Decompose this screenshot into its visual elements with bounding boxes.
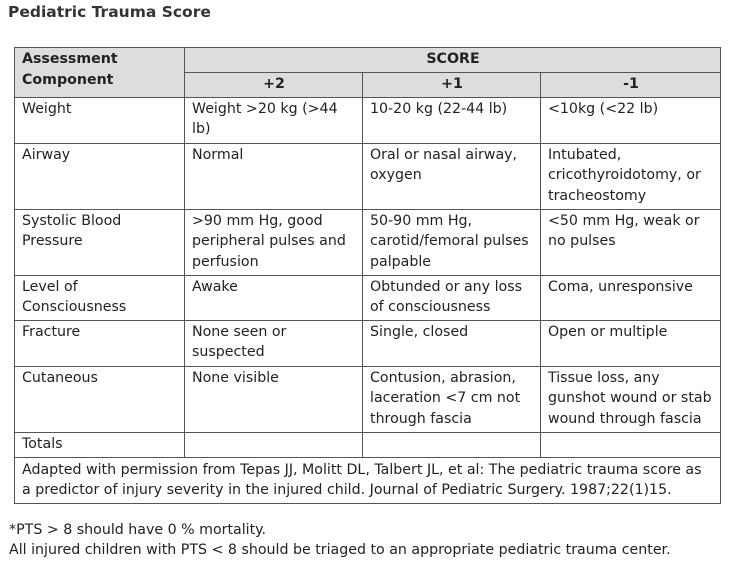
row-minus1: Coma, unresponsive (541, 275, 721, 320)
table-row (15, 275, 721, 320)
row-plus1 (363, 432, 541, 457)
row-minus1: Open or multiple (541, 320, 721, 366)
row-plus2: Normal (185, 143, 363, 209)
row-minus1: Tissue loss, any gunshot wound or stab wound through fascia (541, 366, 721, 432)
footnote-mortality: *PTS > 8 should have 0 % mortality. (9, 522, 267, 538)
table-row (15, 209, 721, 275)
row-plus2: None visible (185, 366, 363, 432)
score-column-plus1: +1 (363, 73, 541, 98)
source-note-row (15, 457, 721, 503)
page-title: Pediatric Trauma Score (8, 3, 211, 21)
row-plus1: Oral or nasal airway, oxygen (363, 143, 541, 209)
score-header: SCORE (185, 48, 721, 73)
row-component: Cutaneous (15, 366, 185, 432)
table-row (15, 320, 721, 366)
score-column-plus2: +2 (185, 73, 363, 98)
source-note: Adapted with permission from Tepas JJ, Molitt DL, Talbert JL, et al: The pediatric trauma score as a predictor of injury severity in the injured child. Journal of Pediatric Surgery. 1987;22(1)15. (15, 457, 721, 503)
row-minus1: <10kg (<22 lb) (541, 97, 721, 143)
assessment-component-header: Assessment Component (15, 48, 185, 98)
header-row (15, 48, 721, 73)
row-component: Totals (15, 432, 185, 457)
table-row (15, 366, 721, 432)
footnote-triage: All injured children with PTS < 8 should be triaged to an appropriate pediatric trauma center. (9, 542, 671, 558)
row-plus1: Contusion, abrasion, laceration <7 cm not through fascia (363, 366, 541, 432)
row-plus1: 50-90 mm Hg, carotid/femoral pulses palpable (363, 209, 541, 275)
trauma-score-table (14, 47, 721, 504)
table-row (15, 143, 721, 209)
row-plus2: Awake (185, 275, 363, 320)
row-component: Level of Consciousness (15, 275, 185, 320)
row-plus1: Single, closed (363, 320, 541, 366)
row-minus1: Intubated, cricothyroidotomy, or tracheostomy (541, 143, 721, 209)
row-plus1: Obtunded or any loss of consciousness (363, 275, 541, 320)
row-plus2: None seen or suspected (185, 320, 363, 366)
row-component: Airway (15, 143, 185, 209)
row-minus1 (541, 432, 721, 457)
row-component: Systolic Blood Pressure (15, 209, 185, 275)
row-plus2: >90 mm Hg, good peripheral pulses and perfusion (185, 209, 363, 275)
table-row (15, 97, 721, 143)
row-component: Fracture (15, 320, 185, 366)
row-minus1: <50 mm Hg, weak or no pulses (541, 209, 721, 275)
score-column-minus1: -1 (541, 73, 721, 98)
row-plus2: Weight >20 kg (>44 lb) (185, 97, 363, 143)
row-component: Weight (15, 97, 185, 143)
totals-row (15, 432, 721, 457)
row-plus1: 10-20 kg (22-44 lb) (363, 97, 541, 143)
row-plus2 (185, 432, 363, 457)
